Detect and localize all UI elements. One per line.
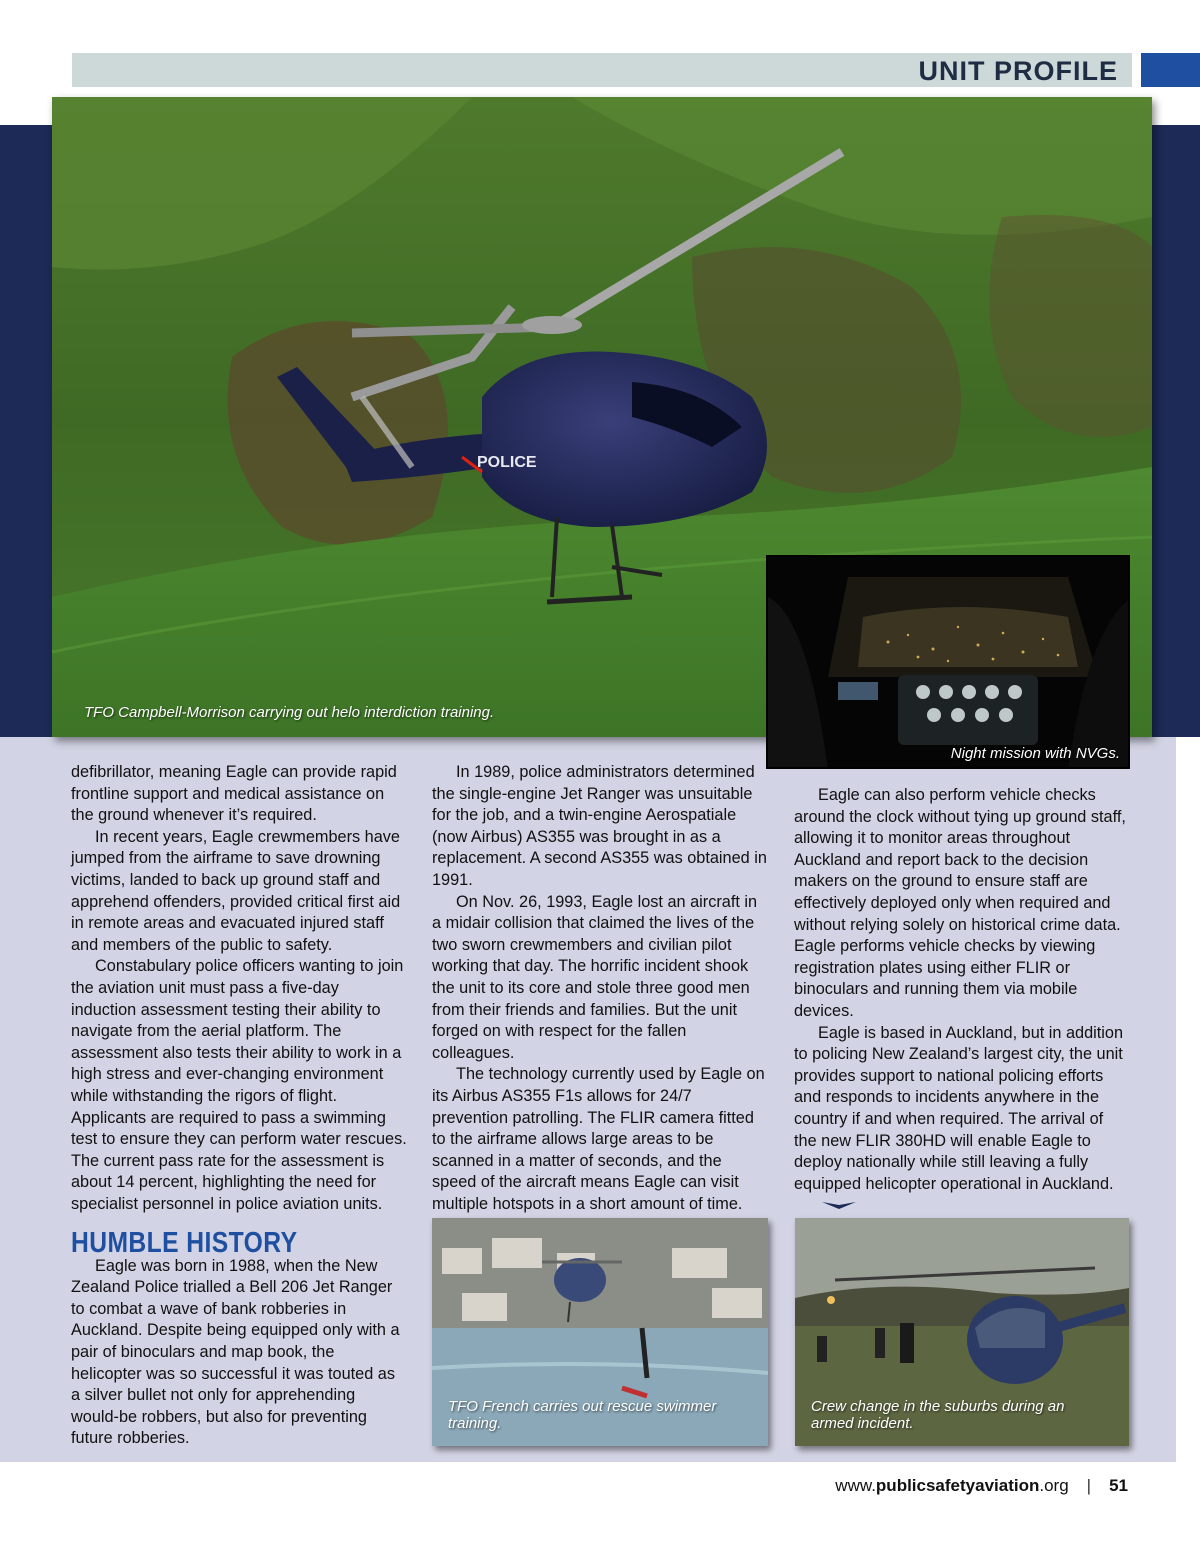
url-suffix: .org	[1039, 1476, 1069, 1495]
footer-url	[835, 1476, 1068, 1495]
cockpit-night-photo	[766, 555, 1130, 769]
paragraph: In recent years, Eagle crewmembers have jumped from the airframe to save drowning victims, landed to back up ground staff and apprehend offenders, provided critical first aid in remote areas and evacuated injured staff and members of the public to safety.	[71, 827, 401, 954]
rescue-swimmer-photo	[432, 1218, 768, 1446]
paragraph	[794, 1023, 1130, 1217]
article-column-3	[794, 785, 1130, 1217]
section-title: UNIT PROFILE	[918, 56, 1118, 86]
section-header-bar	[72, 53, 1132, 87]
cockpit-photo-caption: Night mission with NVGs.	[950, 745, 1120, 762]
paragraph: Eagle was born in 1988, when the New Zealand Police trialled a Bell 206 Jet Ranger to combat a wave of bank robberies in Auckland. Despite being equipped only with a pair of binoculars and map book, the helicopter was so successful it was touted as a silver bullet not only for apprehending would-be robbers, but also for preventing future robberies.	[71, 1256, 400, 1448]
paragraph: In 1989, police administrators determined the single-engine Jet Ranger was unsuitable for the job, and a twin-engine Aerospatiale (now Airbus) AS355 was brought in as a replacement. A second AS355 was obtained in 1991.	[432, 763, 767, 889]
page-footer	[835, 1476, 1128, 1496]
paragraph: Eagle can also perform vehicle checks around the clock without tying up ground staff, allowing it to monitor areas throughout Auckland and report back to the decision makers on the ground to ensure staff are effectively deployed only when required and without relying solely on historical crime data. Eagle performs vehicle checks by viewing registration plates using either FLIR or binoculars and running them via mobile devices.	[794, 786, 1126, 1020]
section-heading: HUMBLE HISTORY	[71, 1227, 298, 1259]
paragraph-text: Eagle is based in Auckland, but in addition to policing New Zealand’s largest city, the unit provides support to national policing efforts and responds to incidents anywhere in the country if and when required. The arrival of the new FLIR 380HD will enable Eagle to deploy nationally while still leaving a fully equipped helicopter operational in Auckland.	[794, 1023, 1124, 1193]
footer-separator: |	[1086, 1476, 1092, 1495]
humble-history-section	[71, 1227, 407, 1450]
article-column-2	[432, 762, 770, 1215]
crew-photo-caption: Crew change in the suburbs during an armed incident.	[811, 1398, 1065, 1432]
url-domain: publicsafetyaviation	[875, 1476, 1040, 1495]
paragraph: Constabulary police officers wanting to join the aviation unit must pass a five-day induction assessment testing their ability to navigate from the aerial platform. The assessment also tests their ability to work in a high stress and ever-changing environment while withstanding the rigors of flight. Applicants are required to pass a swimming test to ensure they can perform water rescues. The current pass rate for the assessment is about 14 percent, highlighting the need for specialist personnel in police aviation units.	[71, 957, 407, 1213]
paragraph: defibrillator, meaning Eagle can provide rapid frontline support and medical assistance on the ground whenever it’s required.	[71, 763, 397, 825]
paragraph: On Nov. 26, 1993, Eagle lost an aircraft in a midair collision that claimed the lives of the two sworn crewmembers and civilian pilot working that day. The horrific incident shook the unit to its core and stole three good men from their friends and families. But the unit forged on with respect for the fallen colleagues.	[432, 892, 758, 1062]
url-prefix: www.	[835, 1476, 876, 1495]
swimmer-photo-caption: TFO French carries out rescue swimmer training.	[448, 1398, 717, 1432]
article-column-1	[71, 762, 407, 1215]
header-accent-block	[1141, 53, 1200, 87]
helicopter-livery-text: POLICE	[477, 454, 537, 471]
end-mark-icon	[798, 1195, 856, 1217]
crew-change-photo	[795, 1218, 1129, 1446]
paragraph: The technology currently used by Eagle on its Airbus AS355 F1s allows for 24/7 prevention patrolling. The FLIR camera fitted to the airframe allows large areas to be scanned in a matter of seconds, and the speed of the aircraft means Eagle can visit multiple hotspots in a short amount of time.	[432, 1065, 765, 1213]
page-number: 51	[1109, 1476, 1128, 1495]
main-photo-caption: TFO Campbell-Morrison carrying out helo interdiction training.	[84, 704, 495, 721]
